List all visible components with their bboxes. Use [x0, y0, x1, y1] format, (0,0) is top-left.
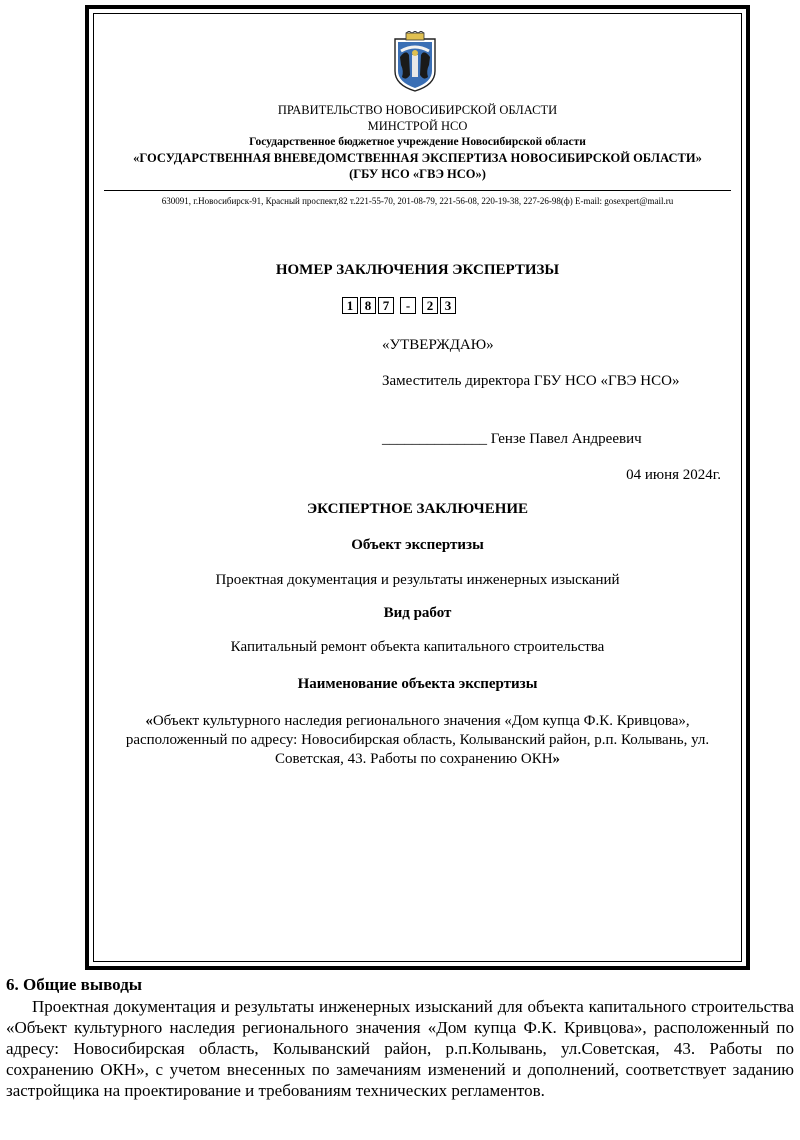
header-institution-abbr: (ГБУ НСО «ГВЭ НСО») — [349, 167, 486, 181]
number-digit: 3 — [440, 297, 456, 314]
object-name-close-quote: » — [552, 751, 561, 767]
number-separator: - — [400, 297, 416, 314]
number-digit: 1 — [342, 297, 358, 314]
header-divider — [104, 190, 731, 191]
section-6-text: Проектная документация и результаты инженерных изысканий для объекта капитального строительства «Объект культурного наследия регионального значения «Дом купца Ф.К. Кривцова», расположенный по адресу: Новосибирская область, Колыванский район, р.п.Колывань, ул.Советская, 43. Работы по сохранению ОКН», с учетом внесенных по замечаниям изменений и дополнений, соответствует заданию застройщика на проектирование и требованиям технических регламентов. — [6, 997, 794, 1100]
section-6-title: 6. Общие выводы — [6, 975, 143, 994]
number-digit: 8 — [360, 297, 376, 314]
object-label: Объект экспертизы — [351, 537, 484, 553]
title-page-frame — [85, 5, 750, 970]
approver-name: Гензе Павел Андреевич — [490, 431, 642, 447]
number-digit: 2 — [422, 297, 438, 314]
header-government: ПРАВИТЕЛЬСТВО НОВОСИБИРСКОЙ ОБЛАСТИ — [277, 103, 558, 117]
work-type-label: Вид работ — [383, 605, 452, 621]
object-name-open-quote: « — [145, 713, 153, 729]
header-institution-type: Государственное бюджетное учреждение Новосибирской области — [249, 136, 586, 148]
approver-position: Заместитель директора ГБУ НСО «ГВЭ НСО» — [382, 373, 680, 389]
object-name-text: Объект культурного наследия регионального значения «Дом купца Ф.К. Кривцова», расположенный по адресу: Новосибирская область, Колыванский район, р.п. Колывань, ул. Советская, 43. Работы по сохранению ОКН — [125, 713, 710, 767]
header-ministry: МИНСТРОЙ НСО — [367, 119, 468, 133]
document-title: ЭКСПЕРТНОЕ ЗАКЛЮЧЕНИЕ — [306, 501, 529, 517]
signature-line: ______________ — [382, 431, 487, 447]
object-name-label: Наименование объекта экспертизы — [297, 676, 538, 692]
header-institution-name: «ГОСУДАРСТВЕННАЯ ВНЕВЕДОМСТВЕННАЯ ЭКСПЕРТИЗА НОВОСИБИРСКОЙ ОБЛАСТИ» — [133, 151, 702, 165]
conclusion-number-boxes — [342, 297, 458, 314]
number-digit: 7 — [378, 297, 394, 314]
object-value: Проектная документация и результаты инженерных изысканий — [215, 572, 620, 588]
conclusion-number-title: НОМЕР ЗАКЛЮЧЕНИЯ ЭКСПЕРТИЗЫ — [275, 262, 560, 278]
novosibirsk-coat-of-arms-icon — [392, 31, 438, 93]
approver-signature — [382, 430, 642, 449]
header-address: 630091, г.Новосибирск-91, Красный проспект,82 т.221-55-70, 201-08-79, 221-56-08, 220-19-38, 227-26-98(ф) E-mail: gosexpert@mail.ru — [161, 196, 674, 206]
work-type-value: Капитальный ремонт объекта капитального строительства — [230, 639, 605, 655]
approval-heading: «УТВЕРЖДАЮ» — [382, 337, 494, 353]
object-name-value — [104, 712, 731, 769]
approval-date: 04 июня 2024г. — [626, 467, 721, 483]
